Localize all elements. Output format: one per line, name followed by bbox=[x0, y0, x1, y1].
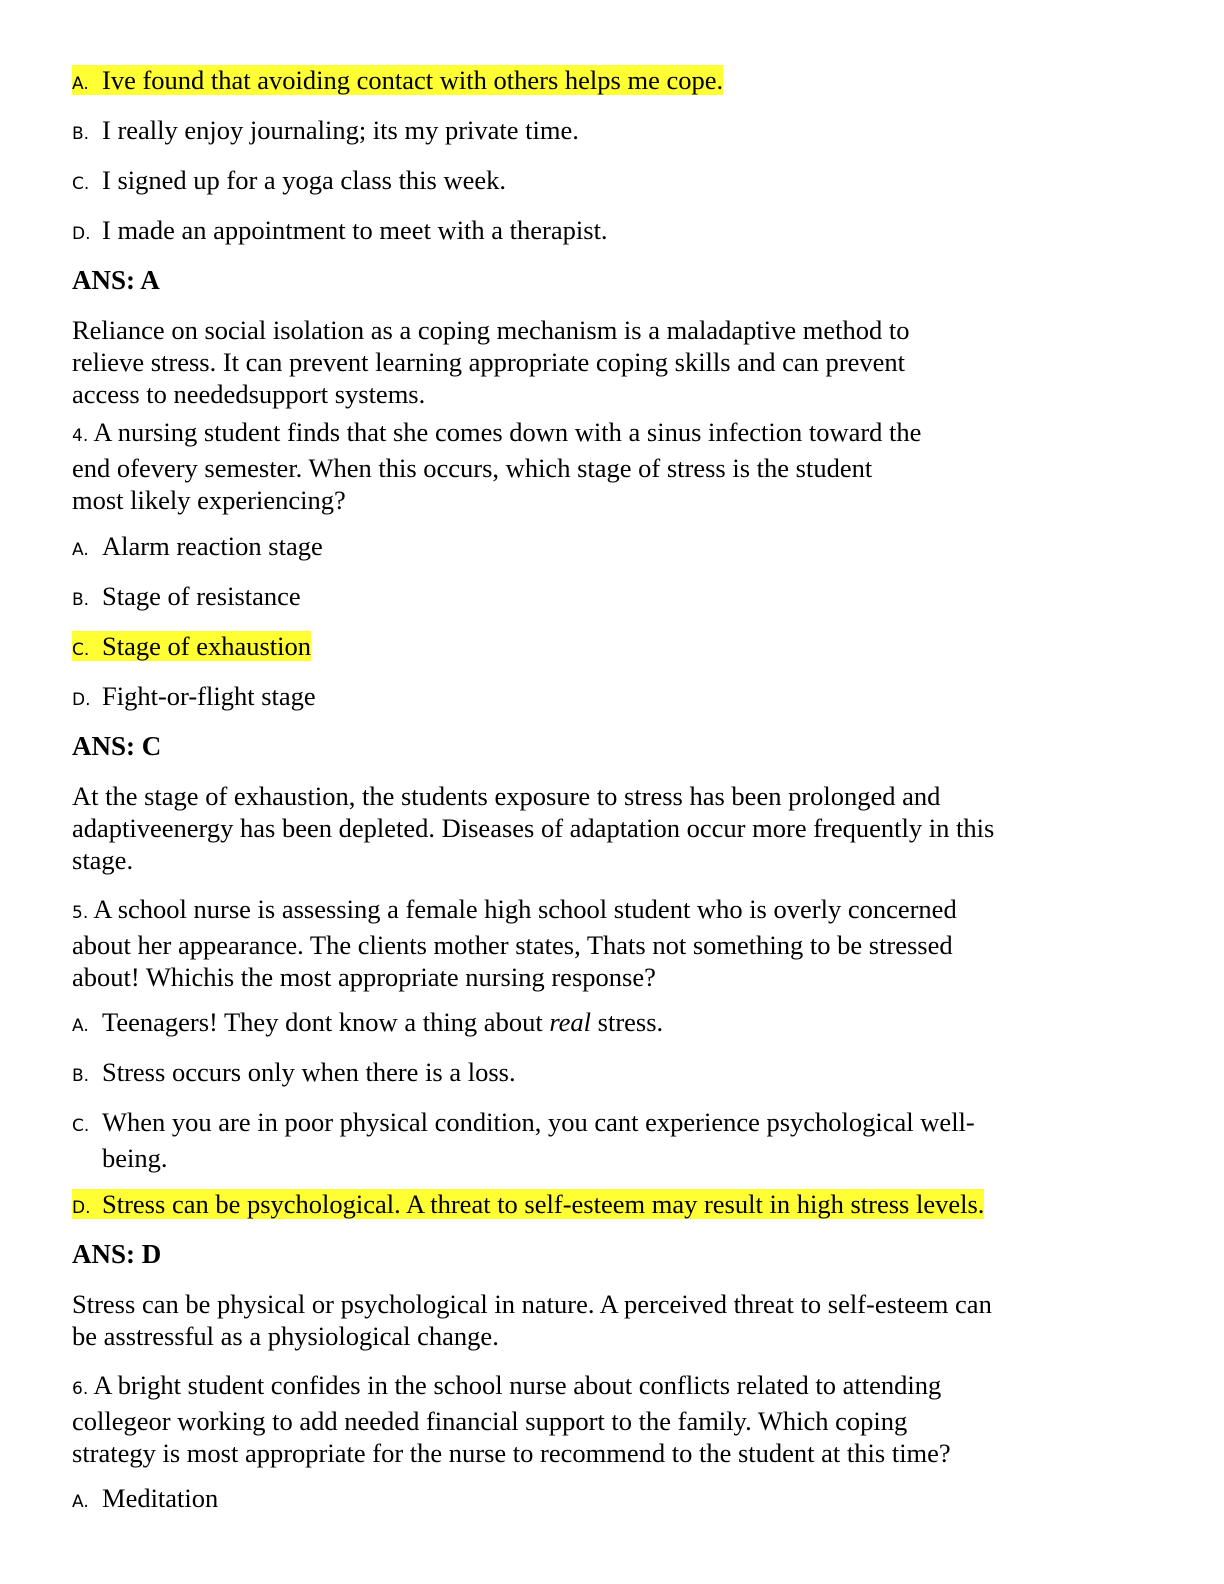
option-text: Teenagers! They dont know a thing about bbox=[102, 1007, 550, 1037]
option-text-emphasis: real bbox=[549, 1007, 592, 1037]
stem-line: about her appearance. The clients mother states, Thats not something to be stressed bbox=[72, 930, 953, 960]
option-label: B. bbox=[72, 590, 90, 610]
option-label: C. bbox=[72, 1116, 90, 1136]
q5-stem bbox=[72, 893, 1162, 993]
rationale-line: At the stage of exhaustion, the students exposure to stress has been prolonged and bbox=[72, 781, 941, 811]
q4-option-b bbox=[72, 580, 301, 616]
q4-stem bbox=[72, 416, 1162, 516]
rationale-line: access to neededsupport systems. bbox=[72, 379, 426, 409]
q6-option-a bbox=[72, 1482, 218, 1518]
rationale-line: Reliance on social isolation as a coping mechanism is a maladaptive method to bbox=[72, 315, 910, 345]
stem-line: about! Whichis the most appropriate nursing response? bbox=[72, 962, 656, 992]
stem-line: A school nurse is assessing a female high school student who is overly concerned bbox=[93, 894, 957, 924]
option-label: D. bbox=[72, 224, 91, 244]
option-label: A. bbox=[72, 74, 89, 94]
q5-option-d bbox=[72, 1188, 984, 1224]
q4-rationale bbox=[72, 780, 1162, 876]
option-text: stress. bbox=[591, 1007, 664, 1037]
option-text: Stress can be psychological. A threat to self-esteem may result in high stress levels. bbox=[102, 1189, 985, 1219]
option-text: When you are in poor physical condition, you cant experience psychological well- bbox=[102, 1107, 975, 1137]
rationale-line: adaptiveenergy has been depleted. Diseases of adaptation occur more frequently in this bbox=[72, 813, 995, 843]
rationale-line: relieve stress. It can prevent learning appropriate coping skills and can prevent bbox=[72, 347, 905, 377]
stem-line: strategy is most appropriate for the nurse to recommend to the student at this time? bbox=[72, 1438, 951, 1468]
q5-option-b bbox=[72, 1056, 516, 1092]
q3-option-a bbox=[72, 64, 723, 100]
option-text: Ive found that avoiding contact with others helps me cope. bbox=[102, 65, 724, 95]
q5-answer: ANS: D bbox=[72, 1239, 162, 1269]
stem-line: collegeor working to add needed financial support to the family. Which coping bbox=[72, 1406, 908, 1436]
option-text: I made an appointment to meet with a therapist. bbox=[102, 215, 608, 245]
q5-option-c bbox=[72, 1106, 1162, 1174]
q4-option-a bbox=[72, 530, 323, 566]
option-label: C. bbox=[72, 640, 90, 660]
option-label: B. bbox=[72, 124, 90, 144]
option-text: Meditation bbox=[102, 1483, 219, 1513]
stem-line: end ofevery semester. When this occurs, which stage of stress is the student bbox=[72, 453, 873, 483]
option-text: Stage of resistance bbox=[102, 581, 301, 611]
option-label: A. bbox=[72, 1492, 89, 1512]
q4-answer: ANS: C bbox=[72, 731, 162, 761]
option-label: D. bbox=[72, 1198, 91, 1218]
option-label: C. bbox=[72, 174, 90, 194]
option-label: A. bbox=[72, 540, 89, 560]
option-text: being. bbox=[102, 1143, 168, 1173]
q3-rationale bbox=[72, 314, 1162, 410]
option-text: Stage of exhaustion bbox=[102, 631, 312, 661]
q4-option-d bbox=[72, 680, 316, 716]
option-label: D. bbox=[72, 690, 91, 710]
q3-option-b bbox=[72, 114, 579, 150]
stem-line: most likely experiencing? bbox=[72, 485, 346, 515]
rationale-line: be asstressful as a physiological change. bbox=[72, 1321, 499, 1351]
option-text: I signed up for a yoga class this week. bbox=[102, 165, 507, 195]
q3-option-d bbox=[72, 214, 608, 250]
question-number: 4. bbox=[72, 426, 89, 446]
rationale-line: stage. bbox=[72, 845, 134, 875]
q3-answer: ANS: A bbox=[72, 265, 160, 295]
q5-rationale bbox=[72, 1288, 1162, 1352]
question-number: 6. bbox=[72, 1379, 89, 1399]
option-text: Alarm reaction stage bbox=[102, 531, 323, 561]
option-text: Stress occurs only when there is a loss. bbox=[102, 1057, 516, 1087]
stem-line: A nursing student finds that she comes down with a sinus infection toward the bbox=[93, 417, 922, 447]
q4-option-c bbox=[72, 630, 311, 666]
q6-stem bbox=[72, 1369, 1162, 1469]
option-text: I really enjoy journaling; its my private time. bbox=[102, 115, 579, 145]
q5-option-a bbox=[72, 1006, 663, 1042]
option-label: B. bbox=[72, 1066, 90, 1086]
q3-option-c bbox=[72, 164, 506, 200]
option-label: A. bbox=[72, 1016, 89, 1036]
option-text: Fight-or-flight stage bbox=[102, 681, 316, 711]
question-number: 5. bbox=[72, 903, 89, 923]
stem-line: A bright student confides in the school nurse about conflicts related to attending bbox=[93, 1370, 942, 1400]
rationale-line: Stress can be physical or psychological in nature. A perceived threat to self-esteem can bbox=[72, 1289, 992, 1319]
